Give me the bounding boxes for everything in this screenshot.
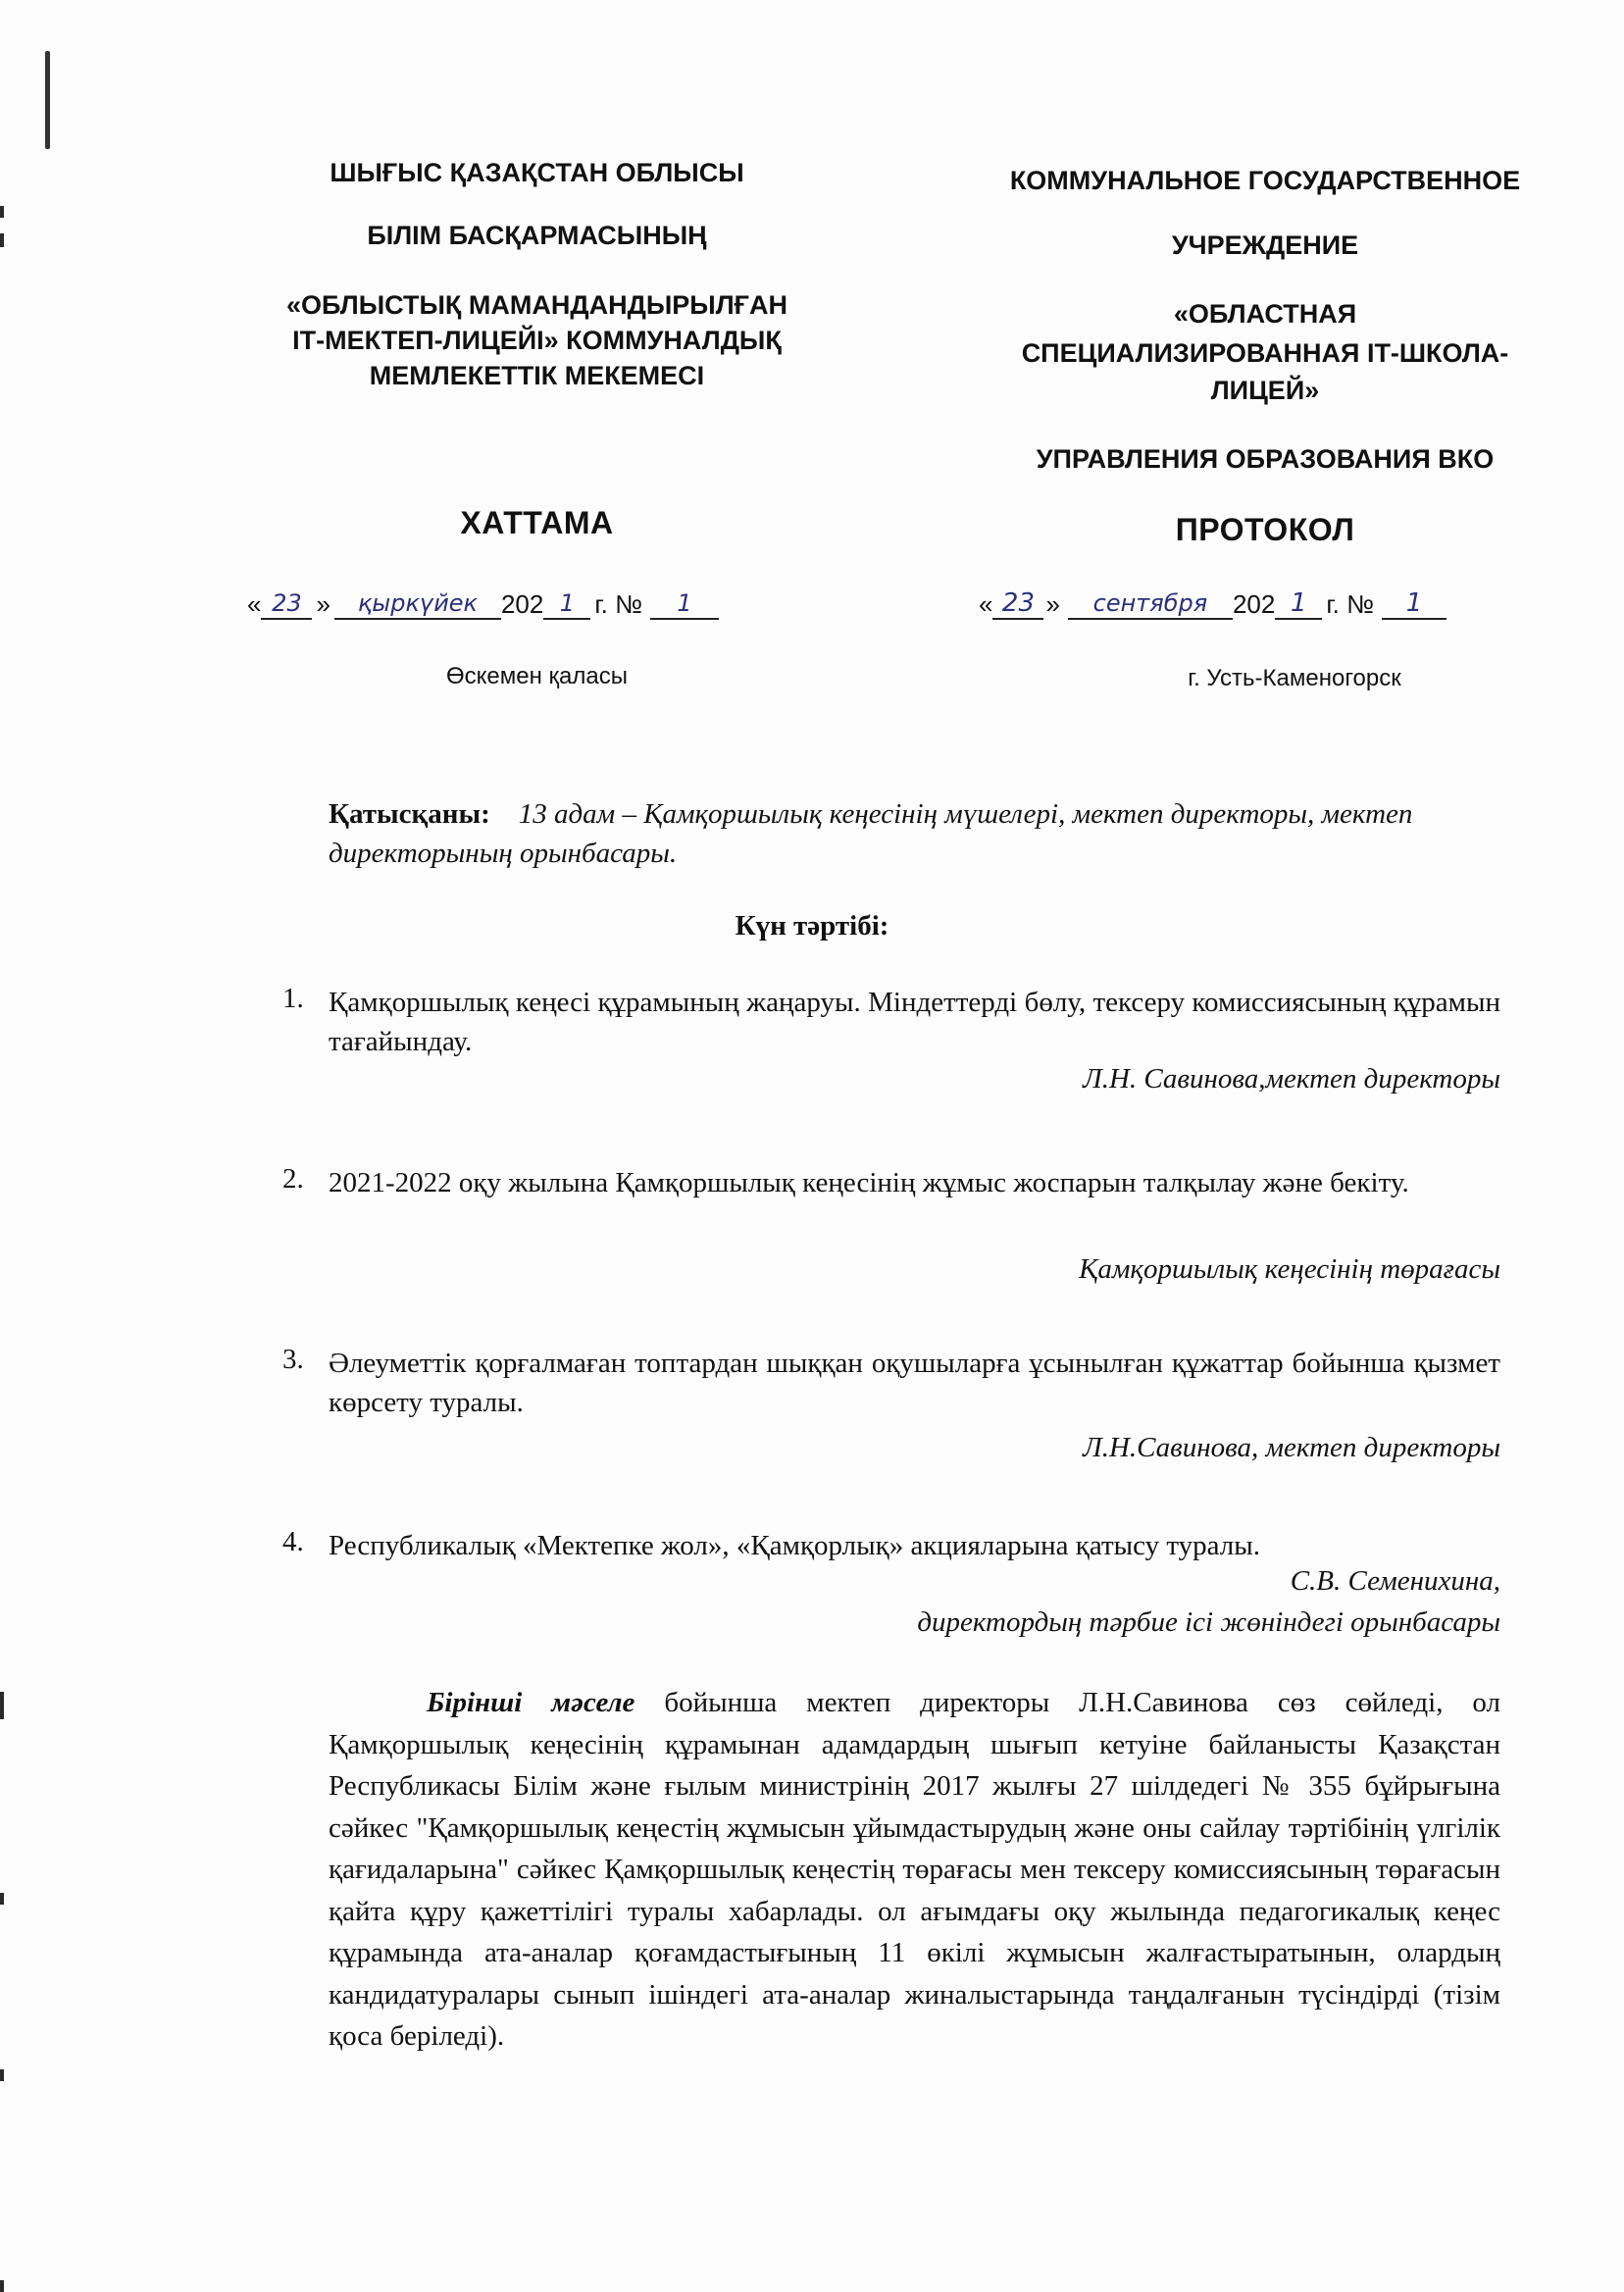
agenda-item-number: 1.: [282, 983, 304, 1014]
year-number-label: г. №: [1326, 589, 1374, 619]
first-issue-text: бойынша мектеп директоры Л.Н.Савинова сөз сөйледі, ол Қамқоршылық кеңесінің құрамынан адамдардың шығып кетуіне байланысты Қазақстан Республикасы Білім және ғылым министрінің 2017 жылғы 27 шілдедегі № 355 бұйрығына сәйкес "Қамқоршылық кеңестің жұмысын ұйымдастырудың және оны сайлау тәртібінің үлгілік қағидаларына" сәйкес Қамқоршылық кеңестің төрағасы мен тексеру комиссиясының төрағасын қайта құру қажеттілігі туралы хабарлады. ол ағымдағы оқу жылында педагогикалық кеңес құрамында ата-аналар қоғамдастығының 11 өкілі жұмысын жалғастыратынын, олардың кандидатуралары сынып ішіндегі ата-аналар жиналыстарында таңдалғанын түсіндірді (тізім қоса беріледі).: [329, 1687, 1500, 2052]
handwritten-month: сентября: [1068, 588, 1233, 620]
handwritten-protocol-number: 1: [650, 588, 719, 620]
doc-title-russian: ПРОТОКОЛ: [1175, 512, 1355, 547]
date-line-russian: [979, 588, 1446, 620]
scan-staple-mark: [45, 51, 50, 149]
agenda-item-number: 3.: [282, 1344, 304, 1375]
agenda-item-number: 4.: [282, 1526, 304, 1557]
attendees: [329, 794, 1486, 873]
header-russian: [961, 0, 1569, 687]
header-kazakh: [211, 0, 863, 687]
header-ru-line-5: ЛИЦЕЙ»: [1210, 376, 1320, 405]
handwritten-protocol-number: 1: [1382, 588, 1446, 620]
header-kz-line-3: «ОБЛЫСТЫҚ МАМАНДАНДЫРЫЛҒАН: [286, 290, 787, 320]
agenda-item-responsible: Л.Н. Савинова,мектеп директоры: [1083, 1063, 1500, 1095]
agenda-item-responsible: Л.Н.Савинова, мектеп директоры: [1083, 1432, 1500, 1463]
scan-edge-mark: [0, 206, 4, 218]
agenda-item-text: Әлеуметтік қорғалмаған топтардан шыққан оқушыларға ұсынылған құжаттар бойынша қызмет көрсету туралы.: [329, 1348, 1500, 1418]
agenda-item-number: 2.: [282, 1163, 304, 1195]
year-prefix: 202: [500, 589, 544, 619]
header-kz-line-4: ІТ-МЕКТЕП-ЛИЦЕЙІ» КОММУНАЛДЫҚ: [292, 326, 782, 355]
city-russian: г. Усть-Каменогорск: [1188, 665, 1401, 691]
agenda-item-3: [282, 1344, 1500, 1471]
year-prefix: 202: [1232, 589, 1276, 619]
header-ru-line-1: КОММУНАЛЬНОЕ ГОСУДАРСТВЕННОЕ: [1009, 166, 1521, 195]
doc-title-kazakh: ХАТТАМА: [460, 505, 614, 540]
agenda-item-responsible: С.В. Семенихина,: [1290, 1565, 1500, 1597]
attendees-value: 13 адам – Қамқоршылық кеңесінің мүшелері, мектеп директоры, мектеп директорының орынбасары.: [329, 798, 1413, 869]
header-kz-line-2: БІЛІМ БАСҚАРМАСЫНЫҢ: [367, 221, 707, 250]
agenda-item-text: Республикалық «Мектепке жол», «Қамқорлық» акцияларына қатысу туралы.: [329, 1530, 1260, 1561]
header-kz-line-5: МЕМЛЕКЕТТІК МЕКЕМЕСІ: [369, 361, 705, 390]
handwritten-year-digit: 1: [1275, 588, 1322, 620]
year-number-label: г. №: [594, 589, 642, 619]
agenda-item-2: [282, 1163, 1500, 1291]
date-open-quote: «: [979, 589, 993, 619]
first-issue-lead: Бірінші мәселе: [427, 1687, 635, 1718]
header-ru-line-6: УПРАВЛЕНИЯ ОБРАЗОВАНИЯ ВКО: [1036, 444, 1495, 474]
date-line-kazakh: [247, 588, 719, 620]
handwritten-day: 23: [261, 588, 312, 620]
attendees-label: Қатысқаны:: [329, 798, 490, 830]
first-issue-paragraph: [329, 1682, 1500, 2058]
agenda-item-text: 2021-2022 оқу жылына Қамқоршылық кеңесінің жұмыс жоспарын талқылау және бекіту.: [329, 1167, 1409, 1198]
handwritten-month: қыркүйек: [334, 588, 501, 620]
agenda-title: Күн тәртібі:: [735, 910, 889, 942]
scan-edge-mark: [0, 2069, 4, 2081]
header-ru-line-3: «ОБЛАСТНАЯ: [1173, 299, 1357, 329]
header-kz-line-1: ШЫҒЫС ҚАЗАҚСТАН ОБЛЫСЫ: [330, 158, 744, 187]
header-ru-line-2: УЧРЕЖДЕНИЕ: [1171, 230, 1359, 260]
agenda-item-1: [282, 983, 1500, 1110]
date-close-quote: »: [316, 589, 330, 619]
scan-edge-mark: [0, 1692, 4, 1719]
header-ru-line-4: СПЕЦИАЛИЗИРОВАННАЯ ІТ-ШКОЛА-: [1021, 338, 1509, 368]
handwritten-year-digit: 1: [543, 588, 590, 620]
date-close-quote: »: [1045, 589, 1060, 619]
scan-edge-mark: [0, 233, 4, 247]
date-open-quote: «: [247, 589, 262, 619]
agenda-item-responsible-role: директордың тәрбие ісі жөніндегі орынбасары: [917, 1606, 1500, 1638]
agenda-item-responsible: Қамқоршылық кеңесінің төрағасы: [1079, 1253, 1500, 1285]
agenda-item-4: [282, 1526, 1500, 1663]
handwritten-day: 23: [992, 588, 1043, 620]
agenda-item-text: Қамқоршылық кеңесі құрамының жаңаруы. Міндеттерді бөлу, тексеру комиссиясының құрамын тағайындау.: [329, 987, 1500, 1057]
scan-edge-mark: [0, 2280, 4, 2292]
scan-edge-mark: [0, 1893, 4, 1905]
city-kazakh: Өскемен қаласы: [445, 663, 628, 689]
